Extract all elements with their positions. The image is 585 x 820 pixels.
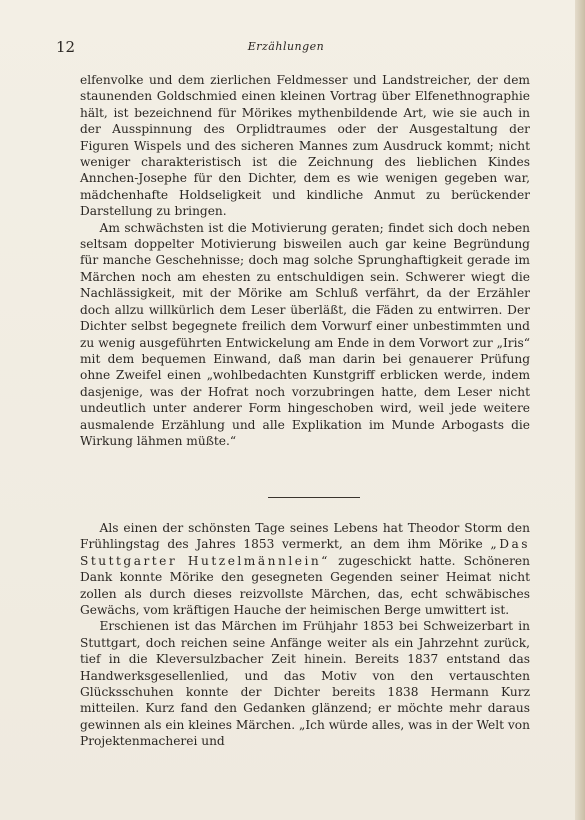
paragraph-elfenvolke: elfenvolke und dem zierlichen Feldmesser und Landstreicher, der dem staunenden Goldschmied einen kleinen Vortrag über Elfenethnographie hält, ist bezeichnend für Mörikes mythenbildende Art, wie sie auch in der Ausspinnung des Orplidtraumes oder der Ausgestaltung der Figuren Wispels und des sicheren Mannes zum Ausdruck kommt; nicht weniger charakteristisch ist die Zeichnung des lieblichen Kindes Annchen-Josephe für den Dichter, dem es wie wenigen gegeben war, mädchenhafte Holdseligkeit und kindliche Anmut zu berückender Darstellung zu bringen. [80, 73, 530, 219]
page-header [56, 38, 516, 58]
text-block-upper [80, 72, 530, 449]
storm-text-before: Als einen der schönsten Tage seines Lebens hat Theodor Storm den Frühlingstag des Jahres 1853 vermerkt, an dem ihm Mörike [80, 521, 530, 552]
running-title: Erzählungen [247, 40, 325, 53]
page-number: 12 [56, 38, 76, 56]
text-block-lower [80, 520, 530, 750]
paragraph-erschienen: Erschienen ist das Märchen im Frühjahr 1853 bei Schweizerbart in Stuttgart, doch reichen seine Anfänge weiter als ein Jahrzehnt zurück, tief in die Kleversulzbacher Zeit hinein. Bereits 1837 entstand das Handwerksgesellenlied, und das Motiv von den vertauschten Glücksschuhen konnte der Dichter bereits 1838 Hermann Kurz mitteilen. Kurz fand den Gedanken glänzend; er möchte mehr daraus gewinnen als ein kleines Märchen. „Ich würde alles, was in der Welt von Projektenmacherei und [80, 619, 530, 749]
book-title-hutzelmaennlein: „Das Stuttgarter Hutzelmännlein“ [80, 537, 530, 568]
section-separator-rule [268, 497, 360, 498]
storm-text-after: zugeschickt hatte. Schöneren Dank konnte Mörike den gesegneten Gegenden seiner Heimat nicht zollen als durch dieses reizvollste Märchen, das, echt schwäbisches Gewächs, vom kräftigen Hauche der heimischen Berge umwittert ist. [80, 553, 530, 618]
book-spine-edge [575, 0, 585, 820]
paragraph-storm [80, 520, 530, 618]
paragraph-motivierung: Am schwächsten ist die Motivierung geraten; findet sich doch neben seltsam doppelter Motivierung bisweilen auch gar keine Begründung für manche Geschehnisse; doch mag solche Sprunghaftigkeit gerade im Märchen noch am ehesten zu entschuldigen sein. Schwerer wiegt die Nachlässigkeit, mit der Mörike am Schluß verfährt, da der Erzähler doch allzu willkürlich dem Leser überläßt, die Fäden zu entwirren. Der Dichter selbst begegnete freilich dem Vorwurf einer unbestimmten und zu wenig ausgeführten Entwickelung am Ende in dem Vorwort zur „Iris“ mit dem bequemen Einwand, daß man darin bei genauerer Prüfung ohne Zweifel einen „wohlbedachten Kunstgriff erblicken werde, indem dasjenige, was der Hofrat noch vorzubringen hatte, dem Leser nicht undeutlich unter anderer Form hingeschoben wird, weil jede weitere ausmalende Erzählung und alle Explikation im Munde Arbogasts die Wirkung lähmen müßte.“ [80, 220, 530, 448]
